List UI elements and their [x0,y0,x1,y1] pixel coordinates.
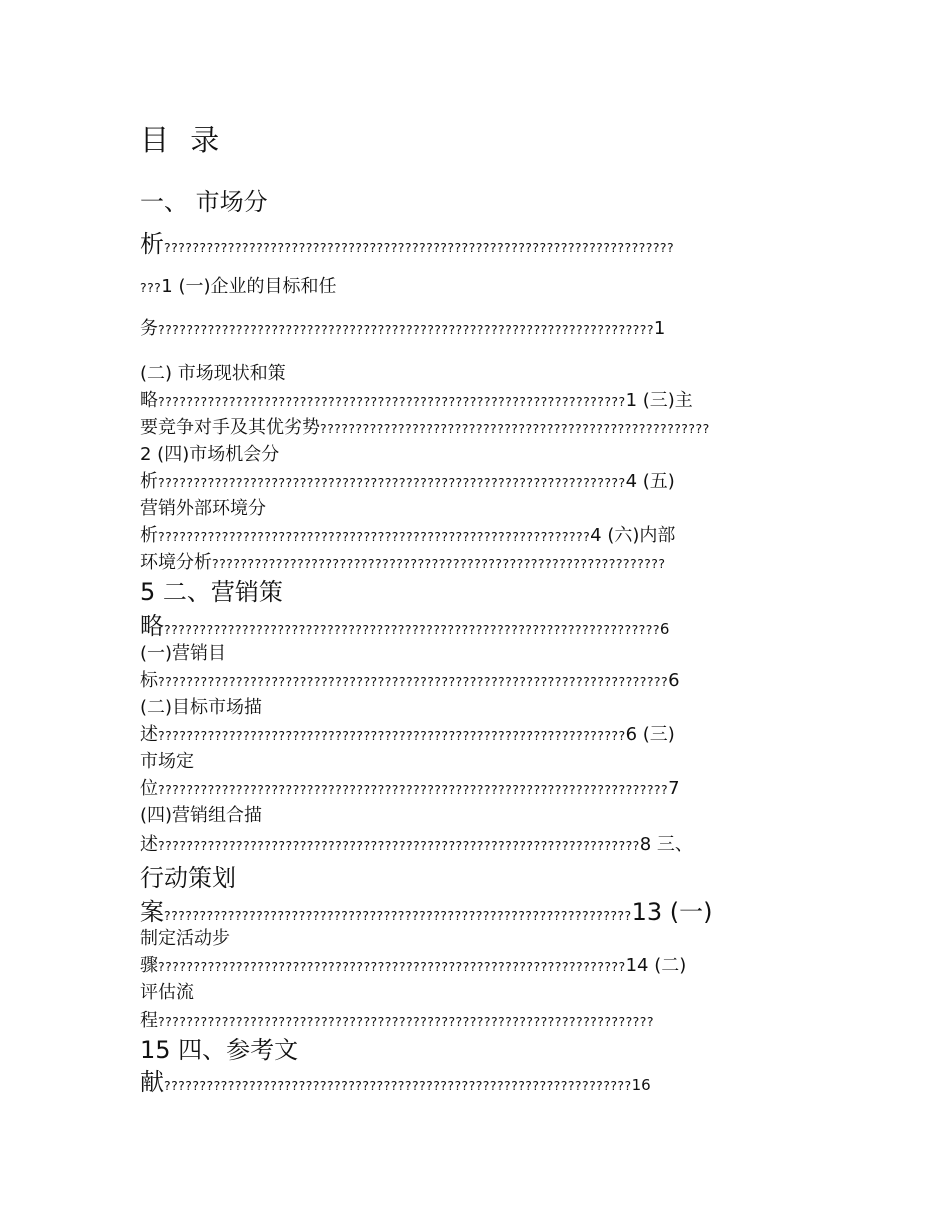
toc-line-text: 述????????????????????????????????????????????????????????????????????8 三、 [140,834,693,855]
toc-line-text: (二)目标市场描 [140,697,263,718]
toc-line [140,1066,820,1102]
toc-line [140,361,286,387]
toc-line [140,862,236,894]
toc-line [140,523,820,550]
toc-line [140,776,820,803]
toc-line [140,469,820,496]
toc-line [140,316,820,343]
toc-line [140,274,336,301]
toc-line [140,1008,820,1035]
toc-line-text: 一、 市场分 [140,188,268,216]
toc-title: 目 录 [140,123,226,157]
toc-line [140,749,194,775]
toc-line-text: 环境分析???????????????????????????????????????????????????????????????? [140,552,666,573]
toc-line-text: 略??????????????????????????????????????????????????????????????????????6 [140,612,670,640]
toc-line [140,442,279,468]
toc-line [140,722,820,749]
toc-line-text: 制定活动步 [140,928,230,949]
toc-line-text: 略??????????????????????????????????????????????????????????????????1 (三)主 [140,390,693,411]
toc-line-text: 15 四、参考文 [140,1036,299,1064]
toc-line-text: 营销外部环境分 [140,498,266,519]
toc-line-text: 行动策划 [140,864,236,892]
toc-line [140,953,820,980]
toc-line-text: 案??????????????????????????????????????????????????????????????????13 (一) [140,898,713,926]
toc-line [140,1034,298,1066]
toc-line-text: 5 二、营销策 [140,578,283,606]
toc-line-text: 述??????????????????????????????????????????????????????????????????6 (三) [140,724,675,745]
toc-line-text: 评估流 [140,982,194,1003]
toc-line [140,610,820,646]
toc-line [140,415,820,442]
toc-line-text: 务??????????????????????????????????????????????????????????????????????1 [140,318,666,339]
toc-line [140,550,820,577]
toc-line [140,980,194,1006]
toc-line-text: (二) 市场现状和策 [140,363,286,384]
toc-line-text: ???1 (一)企业的目标和任 [140,276,337,297]
toc-line-text: 位????????????????????????????????????????????????????????????????????????7 [140,778,680,799]
toc-line-text: 析???????????????????????????????????????????????????????????????????????? [140,230,675,258]
toc-line-text: (四)营销组合描 [140,805,263,826]
toc-line [140,896,820,932]
toc-line-text: 2 (四)市场机会分 [140,444,280,465]
toc-line [140,695,262,721]
toc-line-text: 标????????????????????????????????????????????????????????????????????????6 [140,670,680,691]
toc-line-text: 程?????????????????????????????????????????????????????????????????????? [140,1010,654,1031]
toc-line-text: 析??????????????????????????????????????????????????????????????????4 (五) [140,471,675,492]
toc-line-text: 市场定 [140,751,194,772]
toc-line-text: 析?????????????????????????????????????????????????????????????4 (六)内部 [140,525,676,546]
toc-line [140,641,226,667]
toc-line [140,388,820,415]
toc-line-text: (一)营销目 [140,643,227,664]
toc-line [140,668,820,695]
toc-line [140,926,230,952]
toc-line-text: 献??????????????????????????????????????????????????????????????????16 [140,1068,651,1096]
toc-line-text: 骤??????????????????????????????????????????????????????????????????14 (二) [140,955,687,976]
toc-line [140,803,262,829]
toc-line [140,186,268,218]
toc-line [140,228,820,264]
toc-line [140,496,266,522]
toc-line [140,576,283,608]
toc-line-text: 要竞争对手及其优劣势??????????????????????????????????????????????????????? [140,417,710,438]
toc-line [140,832,820,859]
